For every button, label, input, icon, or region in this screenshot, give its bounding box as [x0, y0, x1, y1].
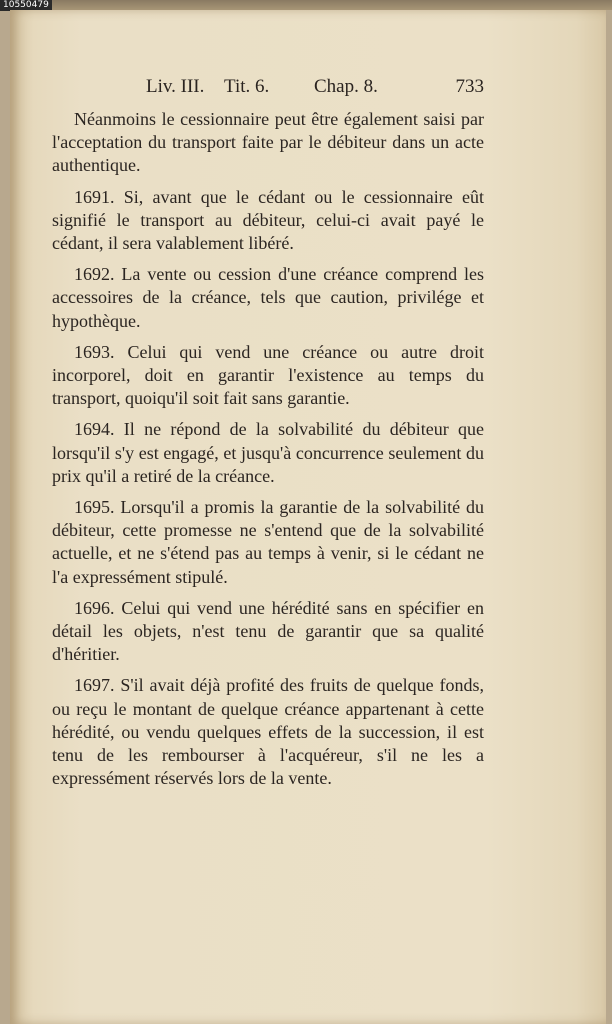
header-book: Liv. III. — [146, 76, 205, 97]
scan-id-label: 10550479 — [0, 0, 52, 11]
running-header — [146, 76, 484, 102]
page-number: 733 — [455, 76, 484, 97]
article-1696: 1696. Celui qui vend une hérédité sans en spécifier en détail les objets, n'est tenu de garantir que sa qualité d'héritier. — [52, 597, 484, 665]
paragraph-intro: Néanmoins le cessionnaire peut être également saisi par l'acceptation du transport faite par le débiteur dans un acte authentique. — [52, 109, 484, 176]
article-1691: 1691. Si, avant que le cédant ou le cessionnaire eût signifié le transport au débiteur, celui-ci avait payé le cédant, il sera valablement libéré. — [52, 186, 484, 254]
article-1697: 1697. S'il avait déjà profité des fruits de quelque fonds, ou reçu le montant de quelque créance appartenant à cette hérédité, ou vendu quelques effets de la succession, il est tenu de les rembourser à l'acquéreur, s'il ne les a expressément réservés lors de la vente. — [52, 675, 484, 789]
header-title: Tit. 6. — [224, 76, 270, 97]
article-1694: 1694. Il ne répond de la solvabilité du débiteur que lorsqu'il s'y est engagé, et jusqu'à concurrence seulement du prix qu'il a retiré de la créance. — [52, 419, 484, 486]
scan-top-edge — [0, 0, 612, 10]
body-text — [52, 108, 484, 798]
article-1692: 1692. La vente ou cession d'une créance comprend les accessoires de la créance, tels que caution, privilége et hypothèque. — [52, 264, 484, 331]
header-chapter: Chap. 8. — [314, 76, 378, 97]
article-1693: 1693. Celui qui vend une créance ou autre droit incorporel, doit en garantir l'existence au temps du transport, quoiqu'il soit fait sans garantie. — [52, 341, 484, 409]
article-1695: 1695. Lorsqu'il a promis la garantie de la solvabilité du débiteur, cette promesse ne s'entend que de la solvabilité actuelle, et ne s'étend pas au temps à venir, si le cédant ne l'a expressément stipulé. — [52, 497, 484, 587]
